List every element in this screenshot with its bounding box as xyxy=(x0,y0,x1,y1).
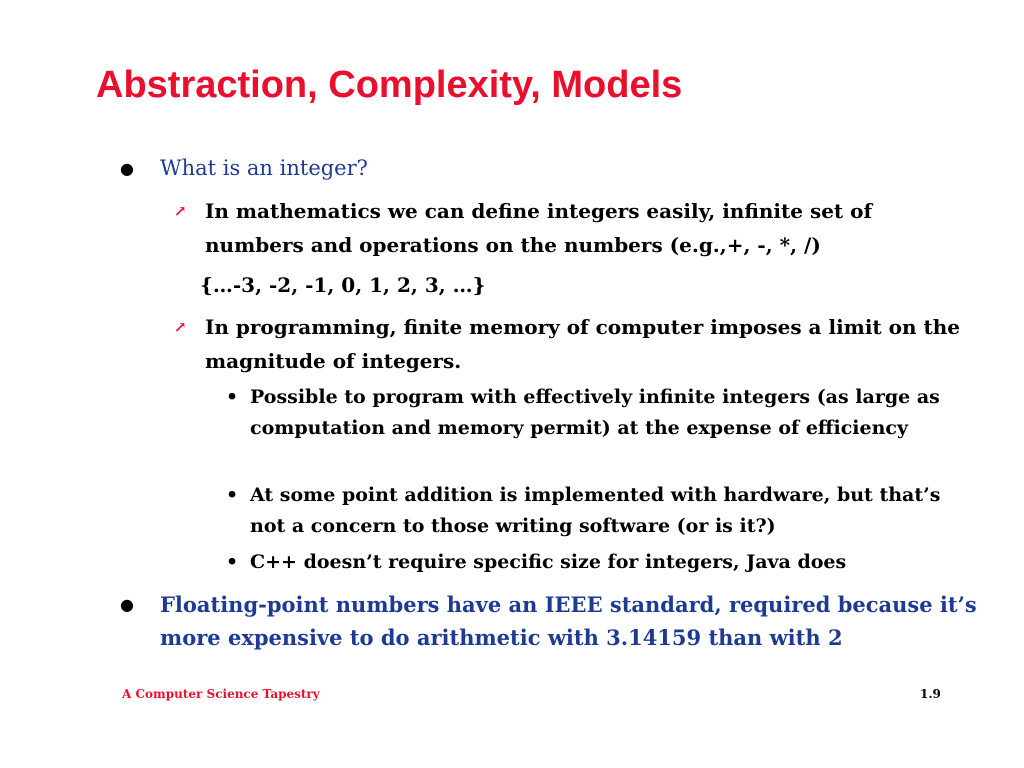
sub-bullet-mathematics xyxy=(174,194,965,262)
integer-set-example: {…-3, -2, -1, 0, 1, 2, 3, …} xyxy=(200,273,486,297)
sub-sub-bullet-text: Possible to program with effectively infinite integers (as large as computation and memory permit) at the expense of efficiency xyxy=(250,386,940,439)
slide-number: 1.9 xyxy=(920,687,941,701)
sub-bullet-text: In programming, finite memory of computer imposes a limit on the magnitude of integers. xyxy=(205,315,960,373)
filled-circle-bullet-icon: ● xyxy=(120,595,134,614)
filled-circle-bullet-icon: ● xyxy=(120,159,134,178)
bullet-floating-point xyxy=(120,588,980,654)
sub-sub-bullet-cpp-java xyxy=(226,547,960,578)
sub-sub-bullet-text: At some point addition is implemented with hardware, but that’s not a concern to those writing software (or is it?) xyxy=(250,484,941,537)
small-dot-bullet-icon: • xyxy=(226,551,239,573)
sub-bullet-text: In mathematics we can define integers easily, infinite set of numbers and operations on the numbers (e.g.,+, -, *, /) xyxy=(205,199,873,257)
slide-title: Abstraction, Complexity, Models xyxy=(96,64,683,106)
sub-sub-bullet-hardware-addition xyxy=(226,480,960,542)
diagonal-arrow-icon: ↗ xyxy=(174,318,187,336)
bullet-text: Floating-point numbers have an IEEE standard, required because it’s more expensive to do arithmetic with 3.14159 than with 2 xyxy=(160,592,977,650)
sub-bullet-programming xyxy=(174,310,965,378)
sub-sub-bullet-infinite-integers xyxy=(226,382,960,444)
bullet-text: What is an integer? xyxy=(160,156,368,180)
small-dot-bullet-icon: • xyxy=(226,484,239,506)
bullet-what-is-integer xyxy=(120,152,980,185)
sub-sub-bullet-text: C++ doesn’t require specific size for integers, Java does xyxy=(250,551,847,573)
diagonal-arrow-icon: ↗ xyxy=(174,202,187,220)
small-dot-bullet-icon: • xyxy=(226,386,239,408)
footer-course-title: A Computer Science Tapestry xyxy=(122,687,320,701)
